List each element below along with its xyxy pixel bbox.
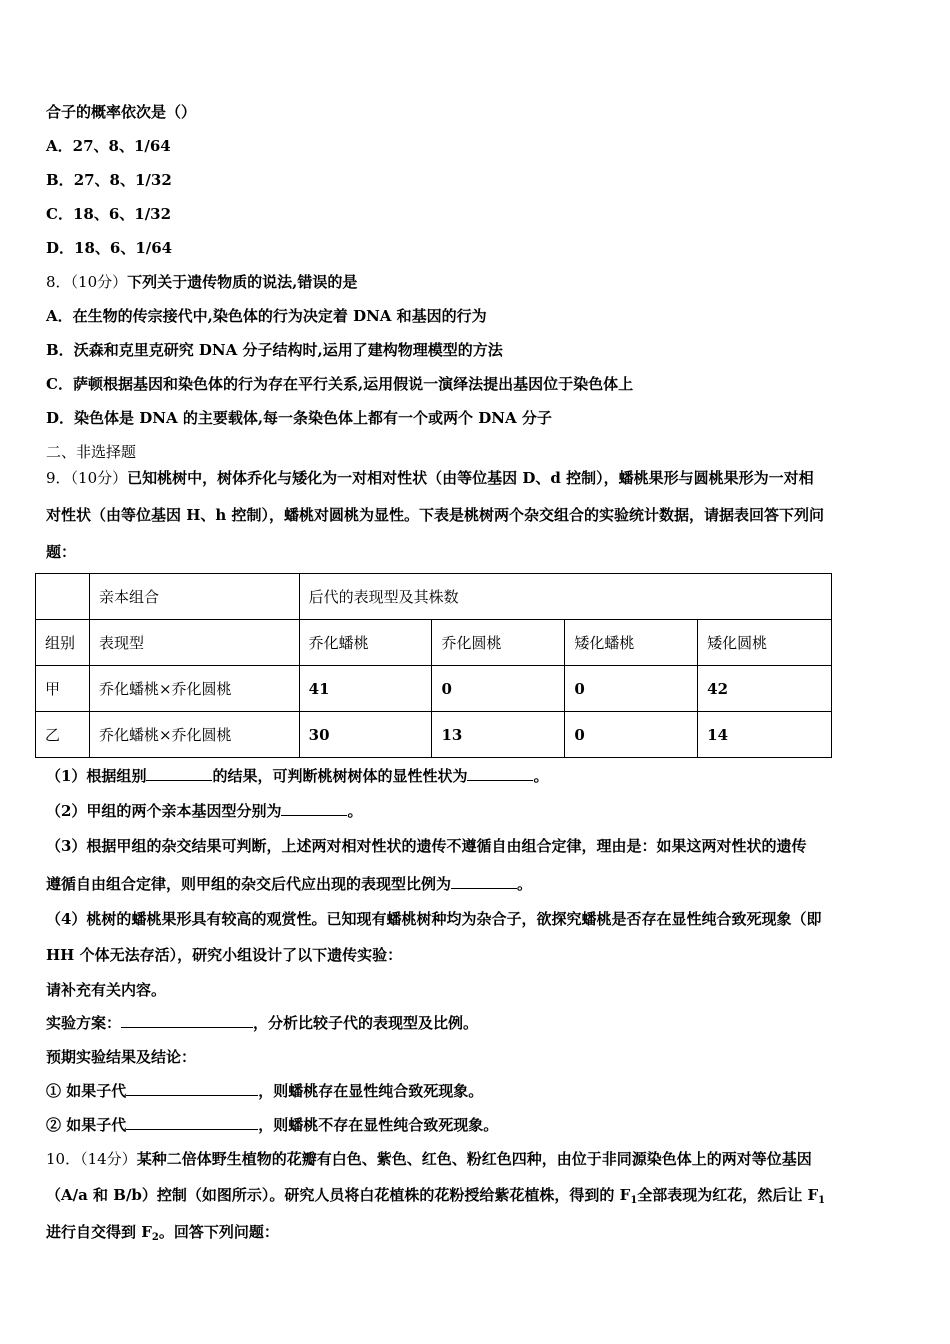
q10-line2 <box>46 1185 825 1205</box>
q9-result1 <box>46 1081 483 1101</box>
q8-option-d <box>46 408 552 428</box>
table-header-cell: 矮化圆桃 <box>698 620 832 666</box>
answer-blank[interactable] <box>126 1115 258 1130</box>
q9-result2 <box>46 1115 498 1135</box>
q9-plan <box>46 1013 478 1033</box>
table-cell: 13 <box>432 712 565 758</box>
q10-line3 <box>46 1222 279 1242</box>
q9-stem-line2: 对性状（由等位基因 H、h 控制），蟠桃对圆桃为显性。下表是桃树两个杂交组合的实验统计数据，请据表回答下列问 <box>46 506 825 524</box>
text: （A/a 和 B/b）控制（如图所示）。研究人员将白花植株的花粉授给紫花植株，得到的 F <box>46 1186 631 1204</box>
option-text: 27、8、1/64 <box>72 137 171 155</box>
option-text: 18、6、1/32 <box>72 205 172 223</box>
q7-option-a <box>46 136 171 156</box>
option-letter: C． <box>46 205 73 223</box>
answer-blank[interactable] <box>281 801 347 816</box>
q8-option-a <box>46 306 487 326</box>
answer-blank[interactable] <box>467 766 533 781</box>
q9-sub4-line3: 请补充有关内容。 <box>46 981 167 999</box>
text: 的结果，可判断桃树树体的显性性状为 <box>212 767 468 785</box>
table-cell <box>36 574 90 620</box>
subscript: 2 <box>151 1232 159 1243</box>
text: 实验方案： <box>46 1014 122 1032</box>
text: ，则蟠桃不存在显性纯合致死现象。 <box>258 1116 499 1134</box>
table-cell: 41 <box>299 666 432 712</box>
option-text: 18、6、1/64 <box>74 239 173 257</box>
text: （2）甲组的两个亲本基因型分别为 <box>46 802 282 820</box>
q7-option-b <box>46 170 172 190</box>
option-text: 27、8、1/32 <box>73 171 172 189</box>
text: 。回答下列问题： <box>158 1223 279 1241</box>
experiment-table <box>35 573 832 758</box>
text: 遵循自由组合定律，则甲组的杂交后代应出现的表现型比例为 <box>46 875 452 893</box>
text: ① 如果子代 <box>46 1082 127 1100</box>
option-letter: A． <box>46 137 73 155</box>
option-letter: C． <box>46 375 73 393</box>
option-text: 沃森和克里克研究 DNA 分子结构时,运用了建构物理模型的方法 <box>73 341 503 359</box>
question-text: 某种二倍体野生植物的花瓣有白色、紫色、红色、粉红色四种，由位于非同源染色体上的两对等位基因 <box>136 1150 812 1168</box>
subscript: 1 <box>630 1195 638 1206</box>
option-letter: D． <box>46 239 75 257</box>
question-text: 下列关于遗传物质的说法,错误的是 <box>127 273 358 291</box>
answer-blank[interactable] <box>121 1013 253 1028</box>
text: （1）根据组别 <box>46 767 147 785</box>
question-text: 已知桃树中，树体乔化与矮化为一对相对性状（由等位基因 D、d 控制），蟠桃果形与圆桃果形为一对相 <box>127 469 814 487</box>
table-header-row <box>36 620 832 666</box>
section-title: 二、非选择题 <box>46 443 137 461</box>
answer-blank[interactable] <box>146 766 212 781</box>
q7-option-d <box>46 238 172 258</box>
table-header-cell: 组别 <box>36 620 90 666</box>
q9-sub2 <box>46 801 362 821</box>
text: ，分析比较子代的表现型及比例。 <box>253 1014 479 1032</box>
table-cell: 乔化蟠桃×乔化圆桃 <box>89 712 299 758</box>
text: ，则蟠桃存在显性纯合致死现象。 <box>258 1082 484 1100</box>
q9-sub3-line2 <box>46 874 532 894</box>
text: 。 <box>517 875 533 893</box>
option-letter: B． <box>46 171 74 189</box>
question-number: 9．（10分） <box>46 469 128 487</box>
option-letter: D． <box>46 409 75 427</box>
q7-stem-tail: 合子的概率依次是（） <box>46 103 197 121</box>
question-number: 8．（10分） <box>46 273 128 291</box>
table-cell: 乔化蟠桃×乔化圆桃 <box>89 666 299 712</box>
q9-sub4-line2: HH 个体无法存活），研究小组设计了以下遗传实验： <box>46 946 403 964</box>
table-header-row <box>36 574 832 620</box>
q9-stem-line1 <box>46 468 814 488</box>
option-text: 染色体是 DNA 的主要载体,每一条染色体上都有一个或两个 DNA 分子 <box>74 409 552 427</box>
option-letter: B． <box>46 341 74 359</box>
text: ② 如果子代 <box>46 1116 127 1134</box>
table-header-cell: 亲本组合 <box>89 574 299 620</box>
table-cell: 甲 <box>36 666 90 712</box>
table-header-cell: 乔化蟠桃 <box>299 620 432 666</box>
table-cell: 0 <box>432 666 565 712</box>
option-text: 萨顿根据基因和染色体的行为存在平行关系,运用假说一演绎法提出基因位于染色体上 <box>72 375 634 393</box>
text: 进行自交得到 F <box>46 1223 152 1241</box>
option-letter: A． <box>46 307 73 325</box>
q10-line1 <box>46 1149 812 1169</box>
table-header-cell: 矮化蟠桃 <box>565 620 698 666</box>
table-cell: 0 <box>565 666 698 712</box>
subscript: 1 <box>818 1195 826 1206</box>
answer-blank[interactable] <box>126 1081 258 1096</box>
q8-option-b <box>46 340 503 360</box>
table-header-cell: 乔化圆桃 <box>432 620 565 666</box>
table-header-cell: 后代的表现型及其株数 <box>299 574 831 620</box>
text: 。 <box>533 767 549 785</box>
q9-sub3-line1: （3）根据甲组的杂交结果可判断，上述两对相对性状的遗传不遵循自由组合定律，理由是：如果这两对性状的遗传 <box>46 837 807 855</box>
q9-stem-line3: 题： <box>46 543 77 561</box>
table-row <box>36 712 832 758</box>
q8-option-c <box>46 374 633 394</box>
option-text: 在生物的传宗接代中,染色体的行为决定着 DNA 和基因的行为 <box>72 307 487 325</box>
q8-stem <box>46 272 357 292</box>
table-cell: 30 <box>299 712 432 758</box>
q9-sub4-line1: （4）桃树的蟠桃果形具有较高的观赏性。已知现有蟠桃树种均为杂合子，欲探究蟠桃是否存在显性纯合致死现象（即 <box>46 910 822 928</box>
table-cell: 0 <box>565 712 698 758</box>
table-cell: 乙 <box>36 712 90 758</box>
answer-blank[interactable] <box>451 874 517 889</box>
text: 。 <box>347 802 363 820</box>
text: 全部表现为红花，然后让 F <box>637 1186 819 1204</box>
q9-expect: 预期实验结果及结论： <box>46 1048 197 1066</box>
question-number: 10．（14分） <box>46 1150 137 1168</box>
table-cell: 42 <box>698 666 832 712</box>
table-cell: 14 <box>698 712 832 758</box>
table-header-cell: 表现型 <box>89 620 299 666</box>
q9-sub1 <box>46 766 548 786</box>
table-row <box>36 666 832 712</box>
q7-option-c <box>46 204 171 224</box>
